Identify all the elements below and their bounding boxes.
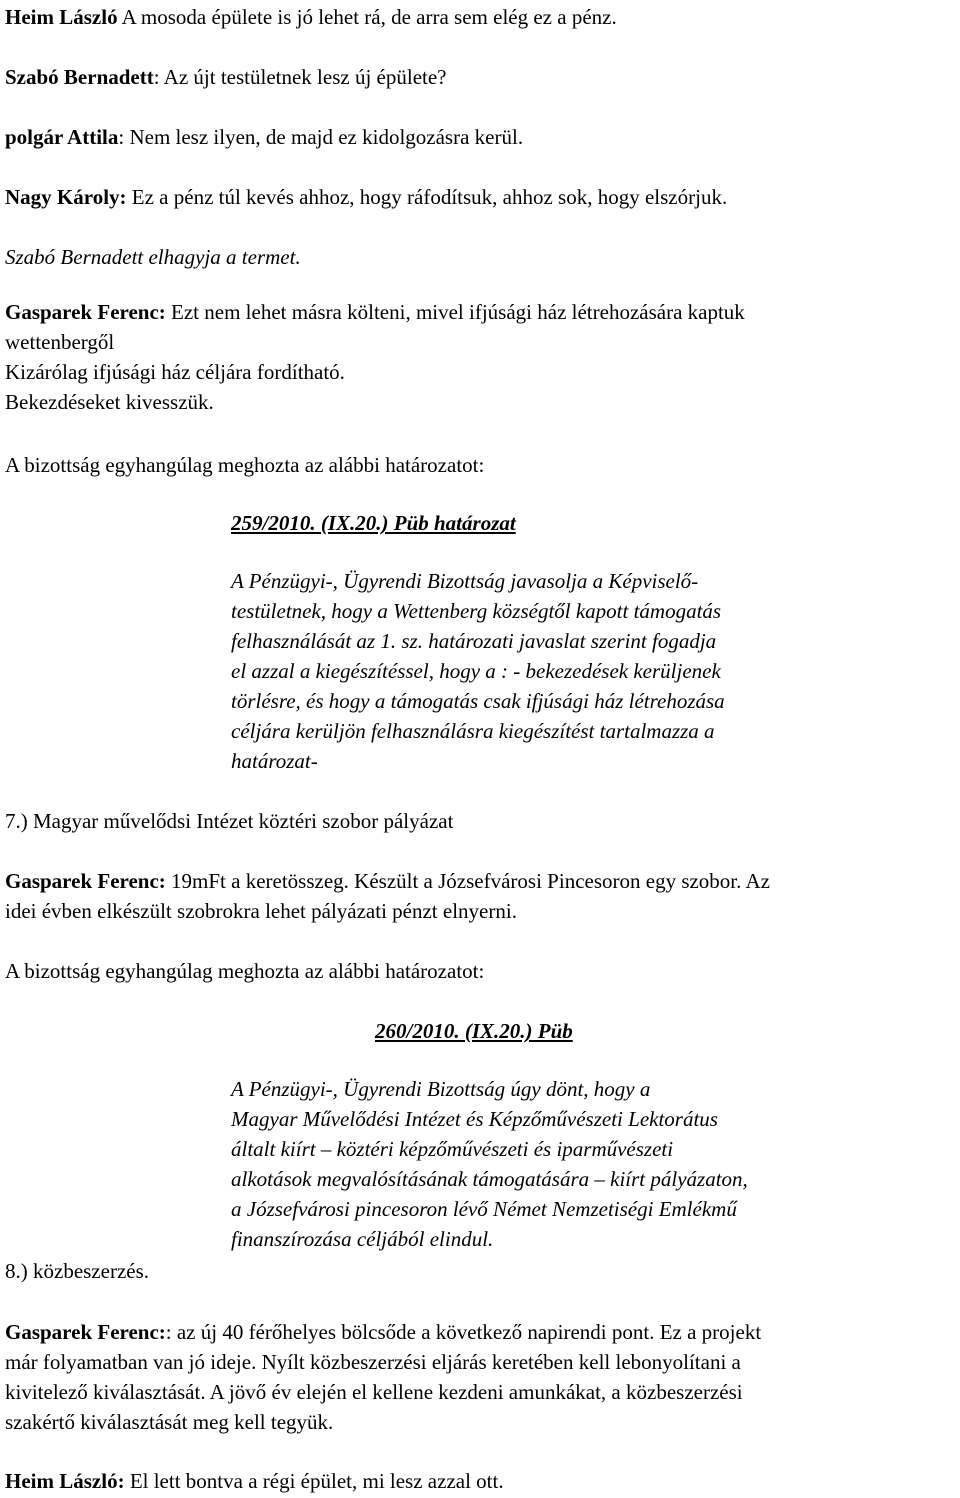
paragraph-text: idei évben elkészült szobrokra lehet pályázati pénzt elnyerni.: [5, 899, 517, 923]
paragraph-szabo-1: [5, 62, 955, 92]
speaker-name: Gasparek Ferenc:: [5, 1320, 166, 1344]
paragraph-remove-sections: [5, 387, 955, 417]
paragraph-text: Kizárólag ifjúsági ház céljára fordítható.: [5, 360, 345, 384]
paragraph-polgar-1: [5, 122, 955, 152]
paragraph-gasparek-2-cont: [5, 896, 955, 926]
decision-intro-2: [5, 956, 955, 986]
resolution-line: alkotások megvalósításának támogatására – kiírt pályázaton,: [231, 1167, 748, 1191]
paragraph-heim-2: [5, 1466, 955, 1496]
paragraph-gasparek-1-cont: [5, 327, 955, 357]
resolution-line: céljára kerüljön felhasználásra kiegészítést tartalmazza a: [231, 719, 715, 743]
paragraph-gasparek-3-line2: [5, 1347, 955, 1377]
resolution-line: általt kiírt – köztéri képzőművészeti és iparművészeti: [231, 1137, 674, 1161]
resolution-line: testületnek, hogy a Wettenberg községtől kapott támogatás: [231, 599, 722, 623]
speaker-name: Gasparek Ferenc:: [5, 300, 166, 324]
paragraph-text: Bekezdéseket kivesszük.: [5, 390, 214, 414]
paragraph-text: wettenbergől: [5, 330, 115, 354]
resolution-line: határozat-: [231, 749, 318, 773]
resolution-line: Magyar Művelődési Intézet és Képzőművészeti Lektorátus: [231, 1107, 718, 1131]
resolution-line: törlésre, és hogy a támogatás csak ifjúsági ház létrehozása: [231, 689, 725, 713]
paragraph-gasparek-3-line3: [5, 1377, 955, 1407]
resolution-line: A Pénzügyi-, Ügyrendi Bizottság úgy dönt, hogy a: [231, 1077, 651, 1101]
resolution-line: felhasználását az 1. sz. határozati javaslat szerint fogadja: [231, 629, 717, 653]
speaker-name: Szabó Bernadett: [5, 65, 154, 89]
paragraph-text: szakértő kiválasztását meg kell tegyük.: [5, 1410, 334, 1434]
paragraph-text: : Az újt testületnek lesz új épülete?: [153, 65, 447, 89]
paragraph-gasparek-3-line4: [5, 1407, 955, 1437]
resolution-body-260: [231, 1074, 748, 1254]
paragraph-text: már folyamatban van jó ideje. Nyílt közbeszerzési eljárás keretében kell lebonyolítani a: [5, 1350, 741, 1374]
paragraph-text: A bizottság egyhangúlag meghozta az alábbi határozatot:: [5, 453, 485, 477]
speaker-name: Gasparek Ferenc:: [5, 869, 166, 893]
section-heading-text: 8.) közbeszerzés.: [5, 1259, 150, 1283]
section-heading-text: 7.) Magyar művelődsi Intézet köztéri szobor pályázat: [5, 809, 454, 833]
paragraph-text: El lett bontva a régi épület, mi lesz azzal ott.: [124, 1469, 504, 1493]
resolution-title-260: 260/2010. (IX.20.) Püb: [375, 1019, 573, 1043]
paragraph-nagy-1: [5, 182, 955, 212]
decision-intro-1: [5, 450, 955, 480]
resolution-line: A Pénzügyi-, Ügyrendi Bizottság javasolja a Képviselő-: [231, 569, 699, 593]
section-7-heading: [5, 806, 955, 836]
paragraph-text: Ezt nem lehet másra költeni, mivel ifjúsági ház létrehozására kaptuk: [165, 300, 745, 324]
paragraph-text: Ez a pénz túl kevés ahhoz, hogy ráfodítsuk, ahhoz sok, hogy elszórjuk.: [126, 185, 728, 209]
paragraph-text: : Nem lesz ilyen, de majd ez kidolgozásra kerül.: [118, 125, 524, 149]
speaker-name: polgár Attila: [5, 125, 119, 149]
paragraph-heim-1: [5, 2, 955, 32]
speaker-name: Heim László: [5, 5, 118, 29]
resolution-line: a Józsefvárosi pincesoron lévő Német Nemzetiségi Emlékmű: [231, 1197, 737, 1221]
speaker-name: Nagy Károly:: [5, 185, 127, 209]
resolution-title-259: 259/2010. (IX.20.) Püb határozat: [231, 511, 516, 535]
paragraph-text: : az új 40 férőhelyes bölcsőde a következő napirendi pont. Ez a projekt: [165, 1320, 762, 1344]
paragraph-gasparek-1: [5, 297, 955, 327]
paragraph-gasparek-2: [5, 866, 955, 896]
paragraph-exclusive-purpose: [5, 357, 955, 387]
resolution-line: el azzal a kiegészítéssel, hogy a : - bekezedések kerüljenek: [231, 659, 721, 683]
resolution-line: finanszírozása céljából elindul.: [231, 1227, 494, 1251]
paragraph-text: Szabó Bernadett elhagyja a termet.: [5, 245, 301, 269]
speaker-name: Heim László:: [5, 1469, 125, 1493]
resolution-body-259: [231, 566, 725, 776]
paragraph-text: A bizottság egyhangúlag meghozta az alábbi határozatot:: [5, 959, 485, 983]
paragraph-gasparek-3: [5, 1317, 955, 1347]
paragraph-text: A mosoda épülete is jó lehet rá, de arra sem elég ez a pénz.: [117, 5, 617, 29]
paragraph-text: 19mFt a keretösszeg. Készült a Józsefvárosi Pincesoron egy szobor. Az: [165, 869, 770, 893]
section-8-heading: [5, 1256, 955, 1286]
paragraph-text: kivitelező kiválasztását. A jövő év elején el kellene kezdeni amunkákat, a közbeszerzési: [5, 1380, 743, 1404]
note-szabo-leaves: [5, 242, 955, 272]
